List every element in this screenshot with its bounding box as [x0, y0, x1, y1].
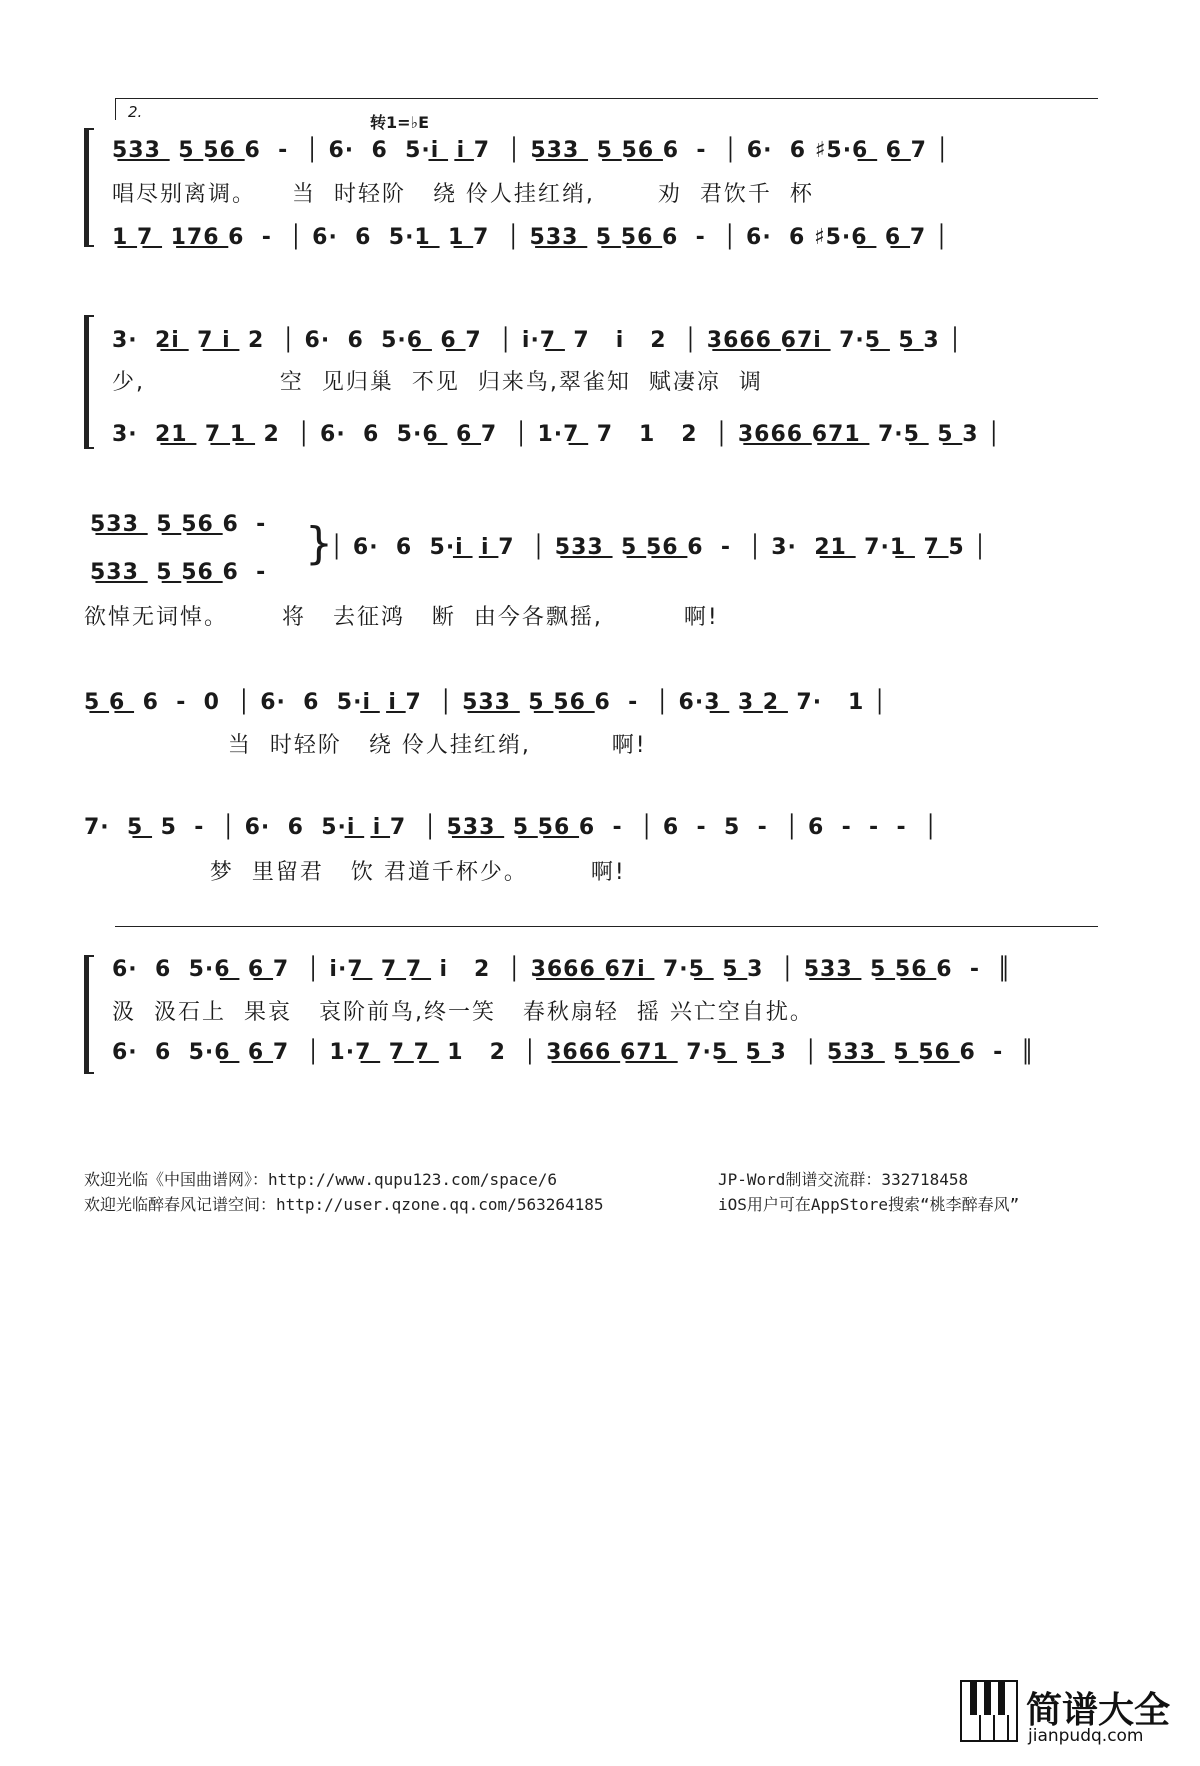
footer-line-2-left: 欢迎光临醉春风记谱空间：http://user.qzone.qq.com/563264185 [84, 1195, 604, 1214]
footer-line-1-right: JP-Word制谱交流群：332718458 [718, 1170, 969, 1189]
volta-hook [115, 98, 116, 120]
volta-line [115, 98, 1098, 99]
system-1-bracket [84, 128, 94, 247]
system-2-bottom-notes: 3· 2͟1͟ 7͟ 1͟ 2 │ 6· 6 5·6͟ 6͟ 7 │ 1·7͟ 7 1 2 │ 3͟6͟6͟6͟ 6͟7͟1͟ 7·5͟ 5͟ 3 │ [112, 422, 1002, 447]
system-1-bottom-notes: 1͟ 7͟ 1͟7͟6͟ 6 - │ 6· 6 5·1͟ 1͟ 7 │ 5͟3͟3͟ 5͟ 5͟6͟ 6 - │ 6· 6 ♯5·6͟ 6͟ 7 │ [112, 225, 950, 250]
piano-keys-icon [960, 1680, 1020, 1742]
footer-line-2-right: iOS用户可在AppStore搜索“桃李醉春风” [718, 1195, 1020, 1214]
system-1-lyrics: 唱尽别离调。 当 时轻阶 绕 伶人挂红绡, 劝 君饮千 杯 [112, 182, 814, 207]
system-2-lyrics: 少, 空 见归巢 不见 归来鸟,翠雀知 赋凄凉 调 [112, 370, 763, 395]
system-6-volta-line [115, 926, 1098, 927]
system-3-lyrics: 欲悼无词悼。 将 去征鸿 断 由今各飘摇, 啊! [84, 605, 719, 630]
key-change: 转1=♭E [370, 113, 430, 132]
system-6-bracket [84, 955, 94, 1074]
system-3-top-notes: 5͟3͟3͟ 5͟ 5͟6͟ 6 - [90, 512, 267, 537]
system-2-top-notes: 3· 2͟i͟ 7͟ i͟ 2 │ 6· 6 5·6͟ 6͟ 7 │ i·7͟ 7 i 2 │ 3͟6͟6͟6͟ 6͟7͟i͟ 7·5͟ 5͟ 3 │ [112, 328, 963, 353]
logo-title: 简谱大全 [1026, 1690, 1171, 1731]
system-4-notes: 5͟ 6͟ 6 - 0 │ 6· 6 5·i͟ i͟ 7 │ 5͟3͟3͟ 5͟ 5͟6͟ 6 - │ 6·3͟ 3͟ 2͟ 7· 1 │ [84, 690, 888, 715]
footer-line-1-left: 欢迎光临《中国曲谱网》：http://www.qupu123.com/space/6 [84, 1170, 557, 1189]
volta-number: 2. [128, 103, 143, 121]
system-3-brace: } [305, 518, 333, 569]
system-3-continuation-notes: │ 6· 6 5·i͟ i͟ 7 │ 5͟3͟3͟ 5͟ 5͟6͟ 6 - │ 3· 2͟1͟ 7·1͟ 7͟ 5 │ [330, 535, 988, 560]
system-6-lyrics: 汲 汲石上 果哀 哀阶前鸟,终一笑 春秋扇轻 摇 兴亡空自扰。 [112, 1000, 814, 1025]
site-logo [960, 1680, 1185, 1750]
system-1-top-notes: 5͟3͟3͟ 5͟ 5͟6͟ 6 - │ 6· 6 5·i͟ i͟ 7 │ 5͟3͟3͟ 5͟ 5͟6͟ 6 - │ 6· 6 ♯5·6͟ 6͟ 7 │ [112, 138, 950, 163]
system-4-lyrics: 当 时轻阶 绕 伶人挂红绡, 啊! [84, 733, 647, 758]
system-6-top-notes: 6· 6 5·6͟ 6͟ 7 │ i·7͟ 7͟ 7͟ i 2 │ 3͟6͟6͟6͟ 6͟7͟i͟ 7·5͟ 5͟ 3 │ 5͟3͟3͟ 5͟ 5͟6͟ 6 - ║ [112, 957, 1012, 982]
system-2-bracket [84, 315, 94, 449]
system-3-bottom-notes: 5͟3͟3͟ 5͟ 5͟6͟ 6 - [90, 560, 267, 585]
logo-url: jianpudq.com [1028, 1726, 1144, 1746]
system-5-lyrics: 梦 里留君 饮 君道千杯少。 啊! [84, 860, 626, 885]
system-6-bottom-notes: 6· 6 5·6͟ 6͟ 7 │ 1·7͟ 7͟ 7͟ 1 2 │ 3͟6͟6͟6͟ 6͟7͟1͟ 7·5͟ 5͟ 3 │ 5͟3͟3͟ 5͟ 5͟6͟ 6 - ║ [112, 1040, 1035, 1065]
system-5-notes: 7· 5͟ 5 - │ 6· 6 5·i͟ i͟ 7 │ 5͟3͟3͟ 5͟ 5͟6͟ 6 - │ 6 - 5 - │ 6 - - - │ [84, 815, 939, 840]
